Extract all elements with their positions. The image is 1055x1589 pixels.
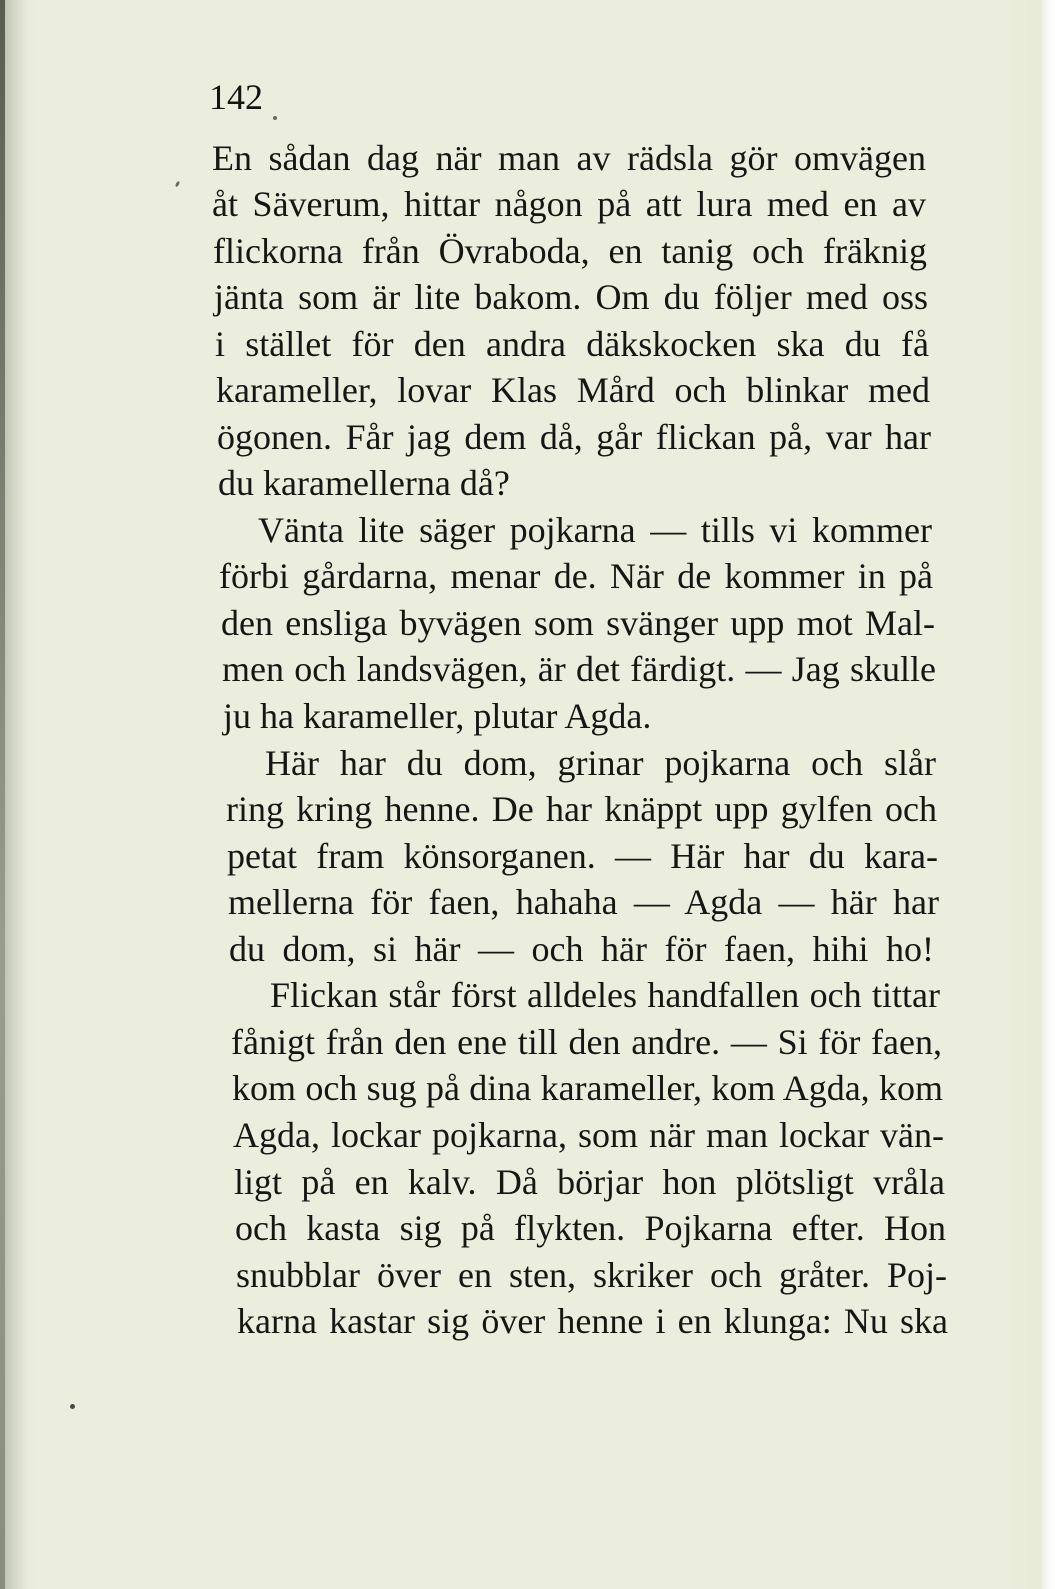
text-line: snubblar över en sten, skriker och gråter. Poj-	[236, 1255, 947, 1295]
text-line: En sådan dag när man av rädsla gör omvägen	[212, 138, 926, 178]
text-line: du dom, si här — och här för faen, hihi ho!	[229, 929, 934, 969]
text-line: kom och sug på dina karameller, kom Agda, kom	[232, 1068, 943, 1108]
text-line: den ensliga byvägen som svänger upp mot Mal-	[221, 603, 935, 643]
text-line: men och landsvägen, är det färdigt. — Jag skulle	[222, 649, 936, 689]
text-line: fånigt från den ene till den andre. — Si för faen,	[231, 1022, 942, 1062]
text-line: karameller, lovar Klas Mård och blinkar med	[216, 370, 930, 410]
text-line: Här har du dom, grinar pojkarna och slår	[265, 743, 936, 783]
text-line: i stället för den andra däkskocken ska du få	[215, 324, 929, 364]
text-line: ögonen. Får jag dem då, går flickan på, var har	[217, 417, 931, 457]
text-line: och kasta sig på flykten. Pojkarna efter. Hon	[235, 1208, 946, 1248]
text-line: petat fram könsorganen. — Här har du kara-	[227, 836, 938, 876]
text-line: Vänta lite säger pojkarna — tills vi kommer	[258, 510, 932, 550]
page-number: 142	[209, 77, 263, 117]
paper-speck	[273, 116, 277, 120]
text-line: mellerna för faen, hahaha — Agda — här har	[228, 882, 939, 922]
text-line: du karamellerna då?	[218, 463, 510, 503]
text-line: Flickan står först alldeles handfallen och tittar	[270, 975, 940, 1015]
text-line: karna kastar sig över henne i en klunga: Nu ska	[237, 1301, 948, 1341]
text-line: ring kring henne. De har knäppt upp gylfen och	[226, 789, 937, 829]
text-line: förbi gårdarna, menar de. När de kommer in på	[219, 556, 933, 596]
paper-speck	[70, 1404, 75, 1409]
text-line: ligt på en kalv. Då börjar hon plötsligt vråla	[234, 1162, 945, 1202]
text-line: jänta som är lite bakom. Om du följer med oss	[214, 277, 928, 317]
text-line: flickorna från Övraboda, en tanig och fräknig	[213, 231, 927, 271]
text-line: Agda, lockar pojkarna, som när man lockar vän-	[233, 1115, 944, 1155]
text-line: åt Säverum, hittar någon på att lura med en av	[212, 184, 926, 224]
text-line: ju ha karameller, plutar Agda.	[223, 696, 652, 736]
